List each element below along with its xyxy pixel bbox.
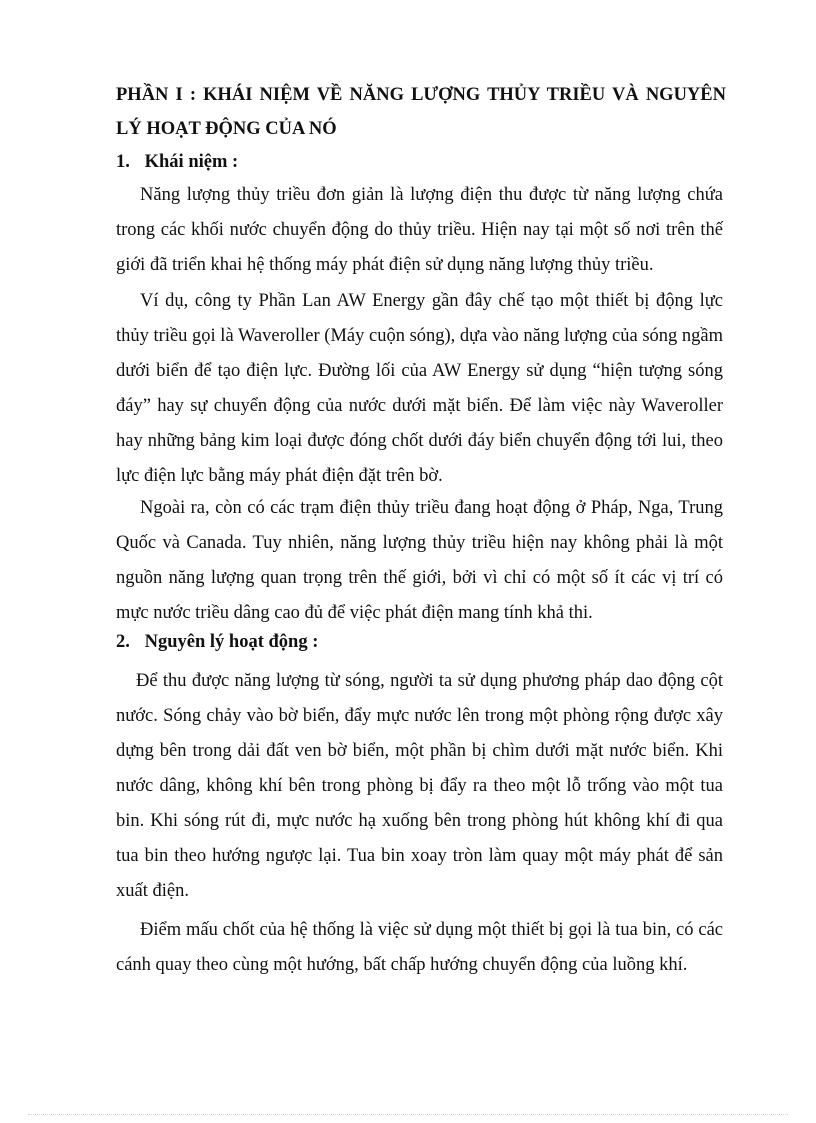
section-1-number: 1. <box>116 152 130 172</box>
section-1-title: Khái niệm : <box>144 152 239 172</box>
section-1-paragraph-3: Ngoài ra, còn có các trạm điện thủy triều đang hoạt động ở Pháp, Nga, Trung Quốc và Canada. Tuy nhiên, năng lượng thủy triều hiện nay không phải là một nguồn năng lượng quan trọng trên thế giới, bởi vì chỉ có một số ít các vị trí có mực nước triều dâng cao đủ để việc phát điện mang tính khả thi. <box>116 498 723 623</box>
section-2-number: 2. <box>116 632 130 652</box>
section-2-paragraph-2: Điểm mấu chốt của hệ thống là việc sử dụng một thiết bị gọi là tua bin, có các cánh quay theo cùng một hướng, bất chấp hướng chuyển động của luồng khí. <box>116 920 723 975</box>
section-1-paragraph-1: Năng lượng thủy triều đơn giản là lượng điện thu được từ năng lượng chứa trong các khối nước chuyển động do thủy triều. Hiện nay tại một số nơi trên thế giới đã triển khai hệ thống máy phát điện sử dụng năng lượng thủy triều. <box>116 185 723 275</box>
page-bottom-divider <box>28 1114 788 1115</box>
section-1-heading <box>116 148 238 176</box>
part-heading: PHẦN I : KHÁI NIỆM VỀ NĂNG LƯỢNG THỦY TRIỀU VÀ NGUYÊN LÝ HOẠT ĐỘNG CỦA NÓ <box>116 85 726 139</box>
section-2-title: Nguyên lý hoạt động : <box>144 632 319 652</box>
section-2-heading <box>116 628 318 656</box>
section-2-paragraph-1: Để thu được năng lượng từ sóng, người ta sử dụng phương pháp dao động cột nước. Sóng chảy vào bờ biển, đẩy mực nước lên trong một phòng rộng được xây dựng bên trong dải đất ven bờ biển, một phần bị chìm dưới mặt nước biển. Khi nước dâng, không khí bên trong phòng bị đẩy ra theo một lỗ trống vào một tua bin. Khi sóng rút đi, mực nước hạ xuống bên trong phòng hút không khí đi qua tua bin theo hướng ngược lại. Tua bin xoay tròn làm quay một máy phát để sản xuất điện. <box>116 671 723 901</box>
section-1-paragraph-2: Ví dụ, công ty Phần Lan AW Energy gần đây chế tạo một thiết bị động lực thủy triều gọi là Waveroller (Máy cuộn sóng), dựa vào năng lượng của sóng ngầm dưới biển để tạo điện lực. Đường lối của AW Energy sử dụng “hiện tượng sóng đáy” hay sự chuyển động của nước dưới mặt biển. Để làm việc này Waveroller hay những bảng kim loại được đóng chốt dưới đáy biển chuyển động tới lui, theo lực điện lực bằng máy phát điện đặt trên bờ. <box>116 291 724 486</box>
